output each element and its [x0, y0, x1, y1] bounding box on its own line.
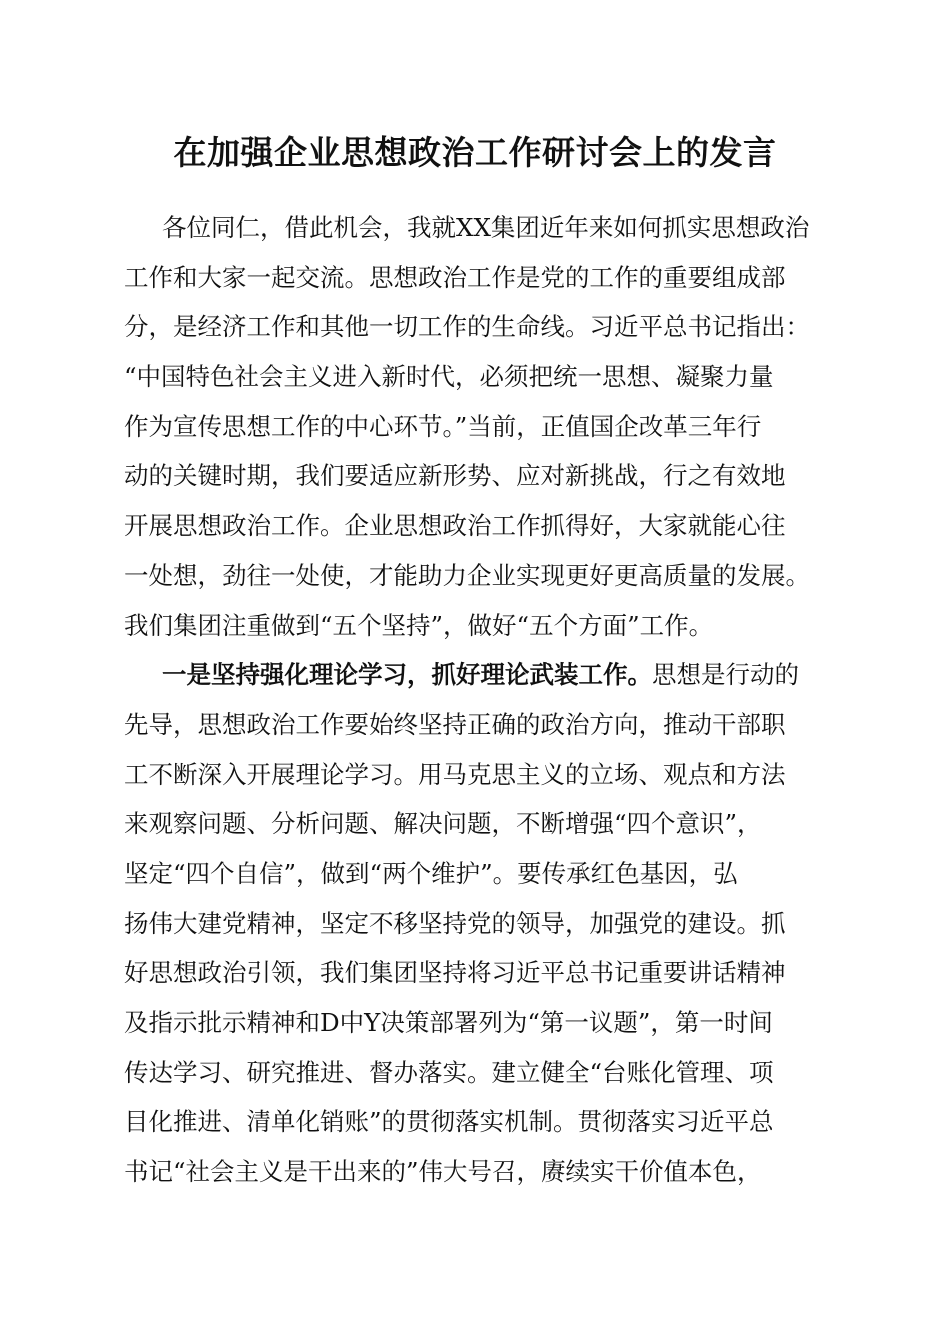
paragraph-line: 先导，思想政治工作要始终坚持正确的政治方向，推动干部职	[124, 709, 786, 739]
paragraph-line: 我们集团注重做到“五个坚持”，做好“五个方面”工作。	[124, 610, 714, 640]
paragraph-line: 扬伟大建党精神，坚定不移坚持党的领导，加强党的建设。抓	[124, 908, 786, 938]
paragraph-line: 目化推进、清单化销账”的贯彻落实机制。贯彻落实习近平总	[124, 1107, 774, 1137]
paragraph-line: 作为宣传思想工作的中心环节。”当前，正值国企改革三年行	[124, 411, 762, 441]
paragraph-line: 来观察问题、分析问题、解决问题，不断增强“四个意识”，	[124, 809, 762, 839]
section-heading: 一是坚持强化理论学习，抓好理论武装工作。	[162, 660, 652, 690]
paragraph-line: 一处想，劲往一处使，才能助力企业实现更好更高质量的发展。	[124, 560, 810, 590]
paragraph-line: 各位同仁，借此机会，我就XX集团近年来如何抓实思想政治	[162, 213, 810, 242]
paragraph-line: 分，是经济工作和其他一切工作的生命线。习近平总书记指出：	[124, 312, 810, 342]
paragraph-line: 工作和大家一起交流。思想政治工作是党的工作的重要组成部	[124, 262, 786, 292]
paragraph-line: 工不断深入开展理论学习。用马克思主义的立场、观点和方法	[124, 759, 786, 789]
document-title: 在加强企业思想政治工作研讨会上的发言	[173, 133, 777, 172]
paragraph-line: 传达学习、研究推进、督办落实。建立健全“台账化管理、项	[124, 1057, 774, 1087]
paragraph-line: 动的关键时期，我们要适应新形势、应对新挑战，行之有效地	[124, 461, 786, 491]
paragraph-line: 坚定“四个自信”，做到“两个维护”。要传承红色基因，弘	[124, 858, 738, 888]
paragraph-line: 书记“社会主义是干出来的”伟大号召，赓续实干价值本色，	[124, 1157, 762, 1187]
document-body	[124, 203, 836, 1197]
paragraph-line: 开展思想政治工作。企业思想政治工作抓得好，大家就能心往	[124, 511, 786, 541]
paragraph-line	[124, 650, 836, 700]
paragraph-line: “中国特色社会主义进入新时代，必须把统一思想、凝聚力量	[124, 362, 774, 392]
paragraph-line: 及指示批示精神和D中Y决策部署列为“第一议题”，第一时间	[124, 1008, 773, 1037]
paragraph-line: 好思想政治引领，我们集团坚持将习近平总书记重要讲话精神	[124, 958, 786, 988]
section-heading-rest: 思想是行动的	[652, 660, 799, 690]
